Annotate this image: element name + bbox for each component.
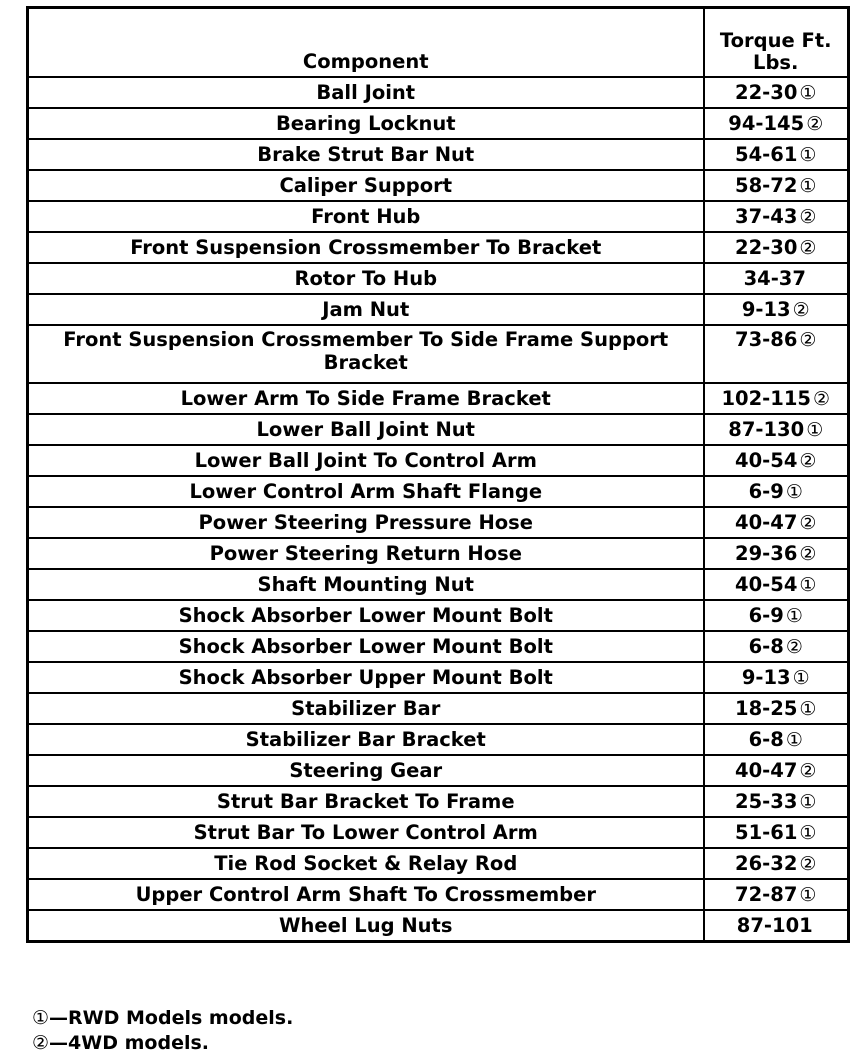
footnote-text: —RWD Models models. bbox=[49, 1007, 294, 1029]
component-cell: Caliper Support bbox=[28, 170, 704, 201]
torque-value: 37-43 bbox=[735, 204, 798, 228]
torque-value: 40-54 bbox=[735, 448, 798, 472]
torque-cell bbox=[704, 631, 849, 662]
torque-value: 54-61 bbox=[735, 142, 798, 166]
table-row bbox=[28, 755, 849, 786]
table-row bbox=[28, 139, 849, 170]
torque-value: 94-145 bbox=[728, 111, 805, 135]
torque-cell bbox=[704, 263, 849, 294]
torque-value: 29-36 bbox=[735, 541, 798, 565]
component-cell: Stabilizer Bar Bracket bbox=[28, 724, 704, 755]
table-header-row bbox=[28, 8, 849, 78]
model-marker: ② bbox=[799, 205, 817, 228]
component-cell: Shock Absorber Upper Mount Bolt bbox=[28, 662, 704, 693]
torque-value: 102-115 bbox=[721, 386, 811, 410]
torque-value: 51-61 bbox=[735, 820, 798, 844]
table-row bbox=[28, 108, 849, 139]
torque-value: 22-30 bbox=[735, 235, 798, 259]
model-marker: ② bbox=[799, 329, 817, 351]
torque-cell bbox=[704, 662, 849, 693]
component-cell: Lower Ball Joint Nut bbox=[28, 414, 704, 445]
table-row bbox=[28, 77, 849, 108]
table-row bbox=[28, 662, 849, 693]
torque-cell bbox=[704, 910, 849, 942]
model-marker: ② bbox=[799, 511, 817, 534]
component-cell: Shock Absorber Lower Mount Bolt bbox=[28, 600, 704, 631]
torque-value: 40-54 bbox=[735, 572, 798, 596]
model-marker: ① bbox=[799, 790, 817, 813]
torque-value: 87-101 bbox=[736, 913, 813, 937]
component-cell: Brake Strut Bar Nut bbox=[28, 139, 704, 170]
table-row bbox=[28, 263, 849, 294]
component-cell: Front Hub bbox=[28, 201, 704, 232]
torque-specifications-document bbox=[26, 6, 847, 943]
model-marker: ② bbox=[799, 542, 817, 565]
model-marker: ① bbox=[785, 604, 803, 627]
torque-cell bbox=[704, 755, 849, 786]
torque-cell bbox=[704, 724, 849, 755]
model-marker: ① bbox=[799, 81, 817, 104]
table-row bbox=[28, 383, 849, 414]
model-marker: ① bbox=[799, 174, 817, 197]
torque-cell bbox=[704, 879, 849, 910]
model-marker: ① bbox=[806, 418, 824, 441]
component-cell: Stabilizer Bar bbox=[28, 693, 704, 724]
torque-cell bbox=[704, 507, 849, 538]
component-cell: Rotor To Hub bbox=[28, 263, 704, 294]
torque-cell bbox=[704, 325, 849, 383]
component-cell: Steering Gear bbox=[28, 755, 704, 786]
table-row bbox=[28, 445, 849, 476]
torque-cell bbox=[704, 77, 849, 108]
torque-value: 73-86 bbox=[735, 328, 798, 351]
torque-cell bbox=[704, 848, 849, 879]
table-row bbox=[28, 631, 849, 662]
component-cell: Front Suspension Crossmember To Side Frame Support Bracket bbox=[28, 325, 704, 383]
torque-cell bbox=[704, 383, 849, 414]
torque-value: 40-47 bbox=[735, 758, 798, 782]
model-marker: ② bbox=[799, 852, 817, 875]
footnote-text: —4WD models. bbox=[49, 1032, 209, 1054]
model-marker: ① bbox=[785, 728, 803, 751]
torque-value: 6-9 bbox=[748, 603, 784, 627]
model-marker: ② bbox=[785, 635, 803, 658]
component-cell: Shock Absorber Lower Mount Bolt bbox=[28, 631, 704, 662]
model-marker: ① bbox=[799, 143, 817, 166]
torque-value: 40-47 bbox=[735, 510, 798, 534]
table-row bbox=[28, 786, 849, 817]
torque-value: 6-8 bbox=[748, 634, 784, 658]
torque-cell bbox=[704, 476, 849, 507]
component-cell: Bearing Locknut bbox=[28, 108, 704, 139]
component-cell: Upper Control Arm Shaft To Crossmember bbox=[28, 879, 704, 910]
torque-cell bbox=[704, 294, 849, 325]
footnote-rwd bbox=[32, 1006, 293, 1031]
model-marker: ② bbox=[799, 449, 817, 472]
component-cell: Strut Bar Bracket To Frame bbox=[28, 786, 704, 817]
model-marker: ① bbox=[785, 480, 803, 503]
torque-value: 25-33 bbox=[735, 789, 798, 813]
torque-cell bbox=[704, 201, 849, 232]
model-marker: ① bbox=[792, 666, 810, 689]
component-cell: Power Steering Return Hose bbox=[28, 538, 704, 569]
torque-cell bbox=[704, 569, 849, 600]
torque-cell bbox=[704, 538, 849, 569]
table-row bbox=[28, 476, 849, 507]
model-marker: ② bbox=[806, 112, 824, 135]
component-cell: Ball Joint bbox=[28, 77, 704, 108]
model-marker: ② bbox=[799, 236, 817, 259]
table-row bbox=[28, 201, 849, 232]
component-cell: Wheel Lug Nuts bbox=[28, 910, 704, 942]
table-row bbox=[28, 879, 849, 910]
torque-column-header: Torque Ft. Lbs. bbox=[704, 8, 849, 78]
footnote-4wd bbox=[32, 1031, 293, 1056]
component-cell: Shaft Mounting Nut bbox=[28, 569, 704, 600]
torque-value: 9-13 bbox=[741, 665, 791, 689]
torque-cell bbox=[704, 232, 849, 263]
torque-value: 9-13 bbox=[741, 297, 791, 321]
torque-value: 58-72 bbox=[735, 173, 798, 197]
component-cell: Strut Bar To Lower Control Arm bbox=[28, 817, 704, 848]
torque-value: 6-9 bbox=[748, 479, 784, 503]
table-row bbox=[28, 414, 849, 445]
torque-value: 87-130 bbox=[728, 417, 805, 441]
table-row bbox=[28, 170, 849, 201]
table-row bbox=[28, 507, 849, 538]
component-cell: Tie Rod Socket & Relay Rod bbox=[28, 848, 704, 879]
table-body bbox=[28, 77, 849, 942]
model-marker: ① bbox=[799, 883, 817, 906]
torque-specifications-table bbox=[26, 6, 850, 943]
torque-cell bbox=[704, 170, 849, 201]
torque-cell bbox=[704, 139, 849, 170]
footnote-symbol: ① bbox=[32, 1007, 50, 1029]
torque-cell bbox=[704, 786, 849, 817]
model-marker: ② bbox=[799, 759, 817, 782]
torque-value: 6-8 bbox=[748, 727, 784, 751]
table-row bbox=[28, 294, 849, 325]
table-row bbox=[28, 848, 849, 879]
torque-cell bbox=[704, 817, 849, 848]
component-cell: Jam Nut bbox=[28, 294, 704, 325]
table-row bbox=[28, 538, 849, 569]
torque-value: 22-30 bbox=[735, 80, 798, 104]
component-cell: Power Steering Pressure Hose bbox=[28, 507, 704, 538]
component-column-header: Component bbox=[28, 8, 704, 78]
torque-value: 34-37 bbox=[743, 266, 806, 290]
component-cell: Lower Ball Joint To Control Arm bbox=[28, 445, 704, 476]
table-row bbox=[28, 232, 849, 263]
table-row bbox=[28, 325, 849, 383]
footnote-symbol: ② bbox=[32, 1032, 50, 1054]
footnotes bbox=[32, 1006, 293, 1056]
table-row bbox=[28, 693, 849, 724]
component-cell: Lower Arm To Side Frame Bracket bbox=[28, 383, 704, 414]
torque-cell bbox=[704, 445, 849, 476]
model-marker: ① bbox=[799, 697, 817, 720]
torque-cell bbox=[704, 108, 849, 139]
table-row bbox=[28, 910, 849, 942]
model-marker: ① bbox=[799, 573, 817, 596]
model-marker: ② bbox=[812, 387, 831, 410]
component-cell: Lower Control Arm Shaft Flange bbox=[28, 476, 704, 507]
model-marker: ① bbox=[799, 821, 817, 844]
torque-cell bbox=[704, 600, 849, 631]
table-row bbox=[28, 817, 849, 848]
component-cell: Front Suspension Crossmember To Bracket bbox=[28, 232, 704, 263]
torque-value: 72-87 bbox=[735, 882, 798, 906]
torque-value: 26-32 bbox=[735, 851, 798, 875]
table-row bbox=[28, 724, 849, 755]
model-marker: ② bbox=[792, 298, 810, 321]
table-row bbox=[28, 569, 849, 600]
torque-cell bbox=[704, 414, 849, 445]
table-row bbox=[28, 600, 849, 631]
torque-value: 18-25 bbox=[735, 696, 798, 720]
torque-cell bbox=[704, 693, 849, 724]
